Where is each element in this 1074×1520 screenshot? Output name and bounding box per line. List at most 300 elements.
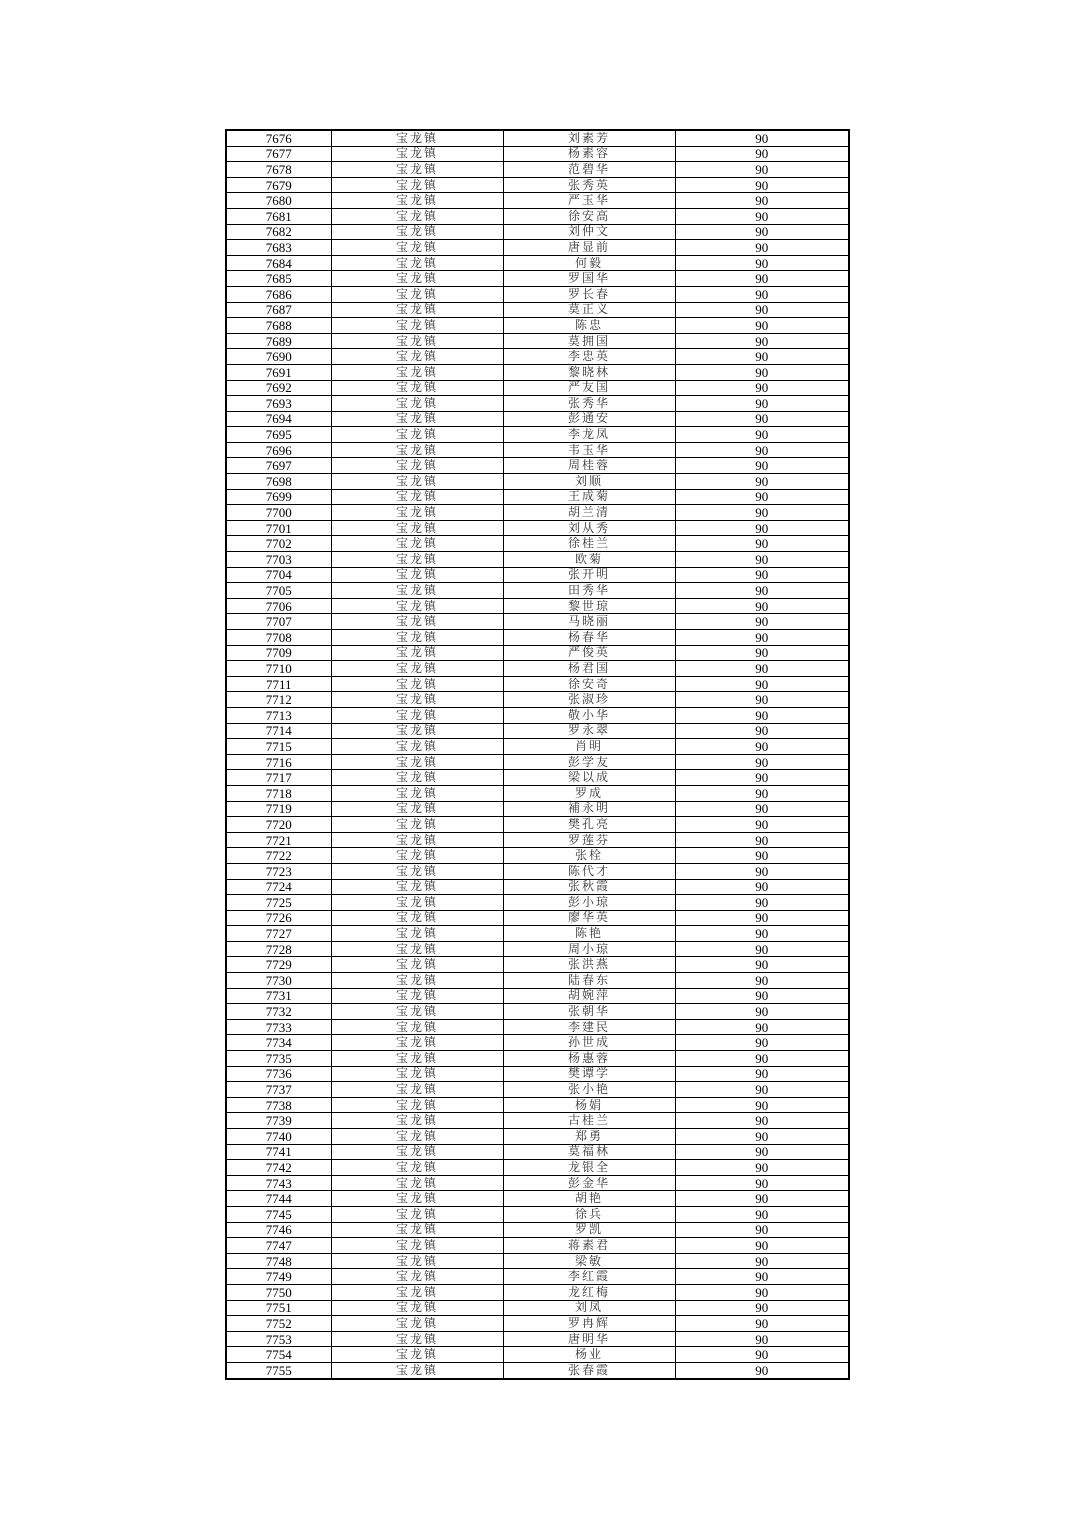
row-number-cell: 7684 [226,255,331,271]
name-cell: 何毅 [503,255,675,271]
name-cell: 马晓丽 [503,614,675,630]
town-cell: 宝龙镇 [331,1160,503,1176]
row-number-cell: 7700 [226,505,331,521]
table-row [226,1004,849,1020]
row-number-cell: 7723 [226,863,331,879]
table-row [226,505,849,521]
town-cell: 宝龙镇 [331,957,503,973]
table-row [226,1019,849,1035]
value-cell: 90 [675,1129,849,1145]
row-number-cell: 7710 [226,661,331,677]
value-cell: 90 [675,1284,849,1300]
table-row [226,1222,849,1238]
value-cell: 90 [675,973,849,989]
row-number-cell: 7685 [226,271,331,287]
row-number-cell: 7680 [226,193,331,209]
table-row [226,567,849,583]
town-cell: 宝龙镇 [331,240,503,256]
value-cell: 90 [675,1066,849,1082]
row-number-cell: 7688 [226,318,331,334]
table-row [226,520,849,536]
table-row [226,1284,849,1300]
table-row [226,552,849,568]
value-cell: 90 [675,380,849,396]
table-row [226,208,849,224]
town-cell: 宝龙镇 [331,879,503,895]
table-row [226,614,849,630]
row-number-cell: 7696 [226,442,331,458]
value-cell: 90 [675,988,849,1004]
town-cell: 宝龙镇 [331,193,503,209]
table-row [226,396,849,412]
row-number-cell: 7718 [226,785,331,801]
name-cell: 杨素容 [503,146,675,162]
row-number-cell: 7693 [226,396,331,412]
town-cell: 宝龙镇 [331,1113,503,1129]
name-cell: 田秀华 [503,583,675,599]
value-cell: 90 [675,785,849,801]
value-cell: 90 [675,396,849,412]
value-cell: 90 [675,208,849,224]
row-number-cell: 7732 [226,1004,331,1020]
table-row [226,458,849,474]
name-cell: 王成菊 [503,489,675,505]
table-row [226,583,849,599]
table-row [226,318,849,334]
town-cell: 宝龙镇 [331,707,503,723]
name-cell: 范碧华 [503,162,675,178]
town-cell: 宝龙镇 [331,1253,503,1269]
name-cell: 彭小琼 [503,895,675,911]
table-row [226,661,849,677]
town-cell: 宝龙镇 [331,130,503,146]
town-cell: 宝龙镇 [331,474,503,490]
value-cell: 90 [675,162,849,178]
table-row [226,271,849,287]
name-cell: 胡婉萍 [503,988,675,1004]
table-row [226,427,849,443]
name-cell: 肖明 [503,739,675,755]
value-cell: 90 [675,692,849,708]
table-row [226,832,849,848]
table-row [226,770,849,786]
value-cell: 90 [675,1316,849,1332]
name-cell: 陈代才 [503,863,675,879]
value-cell: 90 [675,801,849,817]
name-cell: 補永明 [503,801,675,817]
table-row [226,957,849,973]
value-cell: 90 [675,146,849,162]
value-cell: 90 [675,302,849,318]
row-number-cell: 7717 [226,770,331,786]
table-row [226,707,849,723]
row-number-cell: 7699 [226,489,331,505]
name-cell: 莫拥国 [503,333,675,349]
town-cell: 宝龙镇 [331,349,503,365]
value-cell: 90 [675,333,849,349]
row-number-cell: 7703 [226,552,331,568]
name-cell: 罗冉辉 [503,1316,675,1332]
name-cell: 严俊英 [503,645,675,661]
row-number-cell: 7713 [226,707,331,723]
value-cell: 90 [675,754,849,770]
row-number-cell: 7698 [226,474,331,490]
row-number-cell: 7744 [226,1191,331,1207]
town-cell: 宝龙镇 [331,427,503,443]
table-row [226,692,849,708]
value-cell: 90 [675,863,849,879]
name-cell: 梁以成 [503,770,675,786]
table-row [226,1144,849,1160]
table-row [226,941,849,957]
row-number-cell: 7702 [226,536,331,552]
row-number-cell: 7735 [226,1051,331,1067]
table-row [226,349,849,365]
value-cell: 90 [675,411,849,427]
town-cell: 宝龙镇 [331,630,503,646]
town-cell: 宝龙镇 [331,380,503,396]
table-row [226,162,849,178]
value-cell: 90 [675,1362,849,1378]
table-row [226,302,849,318]
name-cell: 杨业 [503,1347,675,1363]
row-number-cell: 7751 [226,1300,331,1316]
row-number-cell: 7701 [226,520,331,536]
name-cell: 胡兰清 [503,505,675,521]
value-cell: 90 [675,520,849,536]
town-cell: 宝龙镇 [331,848,503,864]
name-cell: 郑勇 [503,1129,675,1145]
town-cell: 宝龙镇 [331,941,503,957]
table-row [226,879,849,895]
value-cell: 90 [675,770,849,786]
table-row [226,817,849,833]
name-cell: 李忠英 [503,349,675,365]
row-number-cell: 7740 [226,1129,331,1145]
value-cell: 90 [675,364,849,380]
table-row [226,973,849,989]
value-cell: 90 [675,224,849,240]
table-row [226,754,849,770]
value-cell: 90 [675,723,849,739]
table-row [226,785,849,801]
table-row [226,536,849,552]
name-cell: 孙世成 [503,1035,675,1051]
town-cell: 宝龙镇 [331,910,503,926]
town-cell: 宝龙镇 [331,271,503,287]
name-cell: 罗凯 [503,1222,675,1238]
town-cell: 宝龙镇 [331,1347,503,1363]
table-row [226,926,849,942]
row-number-cell: 7712 [226,692,331,708]
name-cell: 杨惠蓉 [503,1051,675,1067]
row-number-cell: 7727 [226,926,331,942]
table-row [226,130,849,146]
town-cell: 宝龙镇 [331,801,503,817]
table-row [226,848,849,864]
value-cell: 90 [675,1019,849,1035]
name-cell: 陈艳 [503,926,675,942]
town-cell: 宝龙镇 [331,832,503,848]
table-row [226,1160,849,1176]
value-cell: 90 [675,1175,849,1191]
value-cell: 90 [675,458,849,474]
town-cell: 宝龙镇 [331,1097,503,1113]
town-cell: 宝龙镇 [331,739,503,755]
town-cell: 宝龙镇 [331,645,503,661]
name-cell: 严友国 [503,380,675,396]
name-cell: 胡艳 [503,1191,675,1207]
name-cell: 樊孔亮 [503,817,675,833]
name-cell: 廖华英 [503,910,675,926]
table-row [226,380,849,396]
table-row [226,177,849,193]
value-cell: 90 [675,427,849,443]
row-number-cell: 7691 [226,364,331,380]
value-cell: 90 [675,941,849,957]
town-cell: 宝龙镇 [331,1362,503,1378]
town-cell: 宝龙镇 [331,598,503,614]
value-cell: 90 [675,1097,849,1113]
table-row [226,255,849,271]
row-number-cell: 7692 [226,380,331,396]
name-cell: 陈忠 [503,318,675,334]
table-row [226,1175,849,1191]
name-cell: 罗莲芬 [503,832,675,848]
name-cell: 敬小华 [503,707,675,723]
town-cell: 宝龙镇 [331,1051,503,1067]
town-cell: 宝龙镇 [331,1175,503,1191]
table-row [226,630,849,646]
name-cell: 樊谭学 [503,1066,675,1082]
town-cell: 宝龙镇 [331,1066,503,1082]
row-number-cell: 7736 [226,1066,331,1082]
town-cell: 宝龙镇 [331,458,503,474]
value-cell: 90 [675,1051,849,1067]
value-cell: 90 [675,193,849,209]
value-cell: 90 [675,676,849,692]
value-cell: 90 [675,505,849,521]
name-cell: 彭金华 [503,1175,675,1191]
name-cell: 张洪燕 [503,957,675,973]
value-cell: 90 [675,286,849,302]
name-cell: 黎世琼 [503,598,675,614]
row-number-cell: 7690 [226,349,331,365]
row-number-cell: 7686 [226,286,331,302]
table-row [226,1066,849,1082]
row-number-cell: 7733 [226,1019,331,1035]
table-row [226,1331,849,1347]
name-cell: 刘顺 [503,474,675,490]
name-cell: 李龙凤 [503,427,675,443]
table-row [226,1362,849,1378]
name-cell: 唐明华 [503,1331,675,1347]
value-cell: 90 [675,848,849,864]
value-cell: 90 [675,910,849,926]
value-cell: 90 [675,1238,849,1254]
table-row [226,988,849,1004]
town-cell: 宝龙镇 [331,973,503,989]
table-row [226,739,849,755]
town-cell: 宝龙镇 [331,1269,503,1285]
row-number-cell: 7734 [226,1035,331,1051]
row-number-cell: 7737 [226,1082,331,1098]
table-row [226,1347,849,1363]
row-number-cell: 7716 [226,754,331,770]
town-cell: 宝龙镇 [331,567,503,583]
row-number-cell: 7683 [226,240,331,256]
table-row [226,1238,849,1254]
town-cell: 宝龙镇 [331,1300,503,1316]
town-cell: 宝龙镇 [331,661,503,677]
town-cell: 宝龙镇 [331,162,503,178]
table-row [226,1097,849,1113]
value-cell: 90 [675,349,849,365]
town-cell: 宝龙镇 [331,863,503,879]
town-cell: 宝龙镇 [331,146,503,162]
name-cell: 刘凤 [503,1300,675,1316]
name-cell: 徐兵 [503,1206,675,1222]
town-cell: 宝龙镇 [331,770,503,786]
name-cell: 罗永翠 [503,723,675,739]
value-cell: 90 [675,552,849,568]
table-row [226,411,849,427]
town-cell: 宝龙镇 [331,1144,503,1160]
name-cell: 张秋霞 [503,879,675,895]
town-cell: 宝龙镇 [331,255,503,271]
value-cell: 90 [675,879,849,895]
row-number-cell: 7677 [226,146,331,162]
value-cell: 90 [675,474,849,490]
name-cell: 刘从秀 [503,520,675,536]
name-cell: 张栓 [503,848,675,864]
value-cell: 90 [675,1004,849,1020]
value-cell: 90 [675,1035,849,1051]
town-cell: 宝龙镇 [331,411,503,427]
name-cell: 严玉华 [503,193,675,209]
data-table [225,129,850,1380]
row-number-cell: 7705 [226,583,331,599]
table-row [226,224,849,240]
table-row [226,723,849,739]
town-cell: 宝龙镇 [331,318,503,334]
name-cell: 蒋素君 [503,1238,675,1254]
name-cell: 刘素芳 [503,130,675,146]
name-cell: 莫福林 [503,1144,675,1160]
town-cell: 宝龙镇 [331,1082,503,1098]
row-number-cell: 7750 [226,1284,331,1300]
table-row [226,474,849,490]
table-row [226,910,849,926]
value-cell: 90 [675,957,849,973]
value-cell: 90 [675,895,849,911]
name-cell: 唐显前 [503,240,675,256]
value-cell: 90 [675,583,849,599]
town-cell: 宝龙镇 [331,208,503,224]
row-number-cell: 7681 [226,208,331,224]
name-cell: 周桂蓉 [503,458,675,474]
name-cell: 张小艳 [503,1082,675,1098]
town-cell: 宝龙镇 [331,1206,503,1222]
town-cell: 宝龙镇 [331,224,503,240]
town-cell: 宝龙镇 [331,333,503,349]
table-row [226,1300,849,1316]
name-cell: 张淑珍 [503,692,675,708]
row-number-cell: 7721 [226,832,331,848]
value-cell: 90 [675,1253,849,1269]
table-row [226,1191,849,1207]
town-cell: 宝龙镇 [331,926,503,942]
value-cell: 90 [675,630,849,646]
row-number-cell: 7745 [226,1206,331,1222]
table-row [226,442,849,458]
name-cell: 张开明 [503,567,675,583]
row-number-cell: 7682 [226,224,331,240]
town-cell: 宝龙镇 [331,177,503,193]
town-cell: 宝龙镇 [331,1316,503,1332]
row-number-cell: 7731 [226,988,331,1004]
row-number-cell: 7728 [226,941,331,957]
value-cell: 90 [675,1191,849,1207]
value-cell: 90 [675,926,849,942]
row-number-cell: 7678 [226,162,331,178]
row-number-cell: 7739 [226,1113,331,1129]
name-cell: 龙红梅 [503,1284,675,1300]
table-row [226,801,849,817]
town-cell: 宝龙镇 [331,1004,503,1020]
town-cell: 宝龙镇 [331,754,503,770]
town-cell: 宝龙镇 [331,286,503,302]
value-cell: 90 [675,739,849,755]
value-cell: 90 [675,1222,849,1238]
value-cell: 90 [675,1113,849,1129]
town-cell: 宝龙镇 [331,988,503,1004]
town-cell: 宝龙镇 [331,552,503,568]
name-cell: 徐桂兰 [503,536,675,552]
value-cell: 90 [675,598,849,614]
town-cell: 宝龙镇 [331,536,503,552]
value-cell: 90 [675,1082,849,1098]
table-row [226,598,849,614]
table-row [226,1316,849,1332]
row-number-cell: 7738 [226,1097,331,1113]
town-cell: 宝龙镇 [331,364,503,380]
row-number-cell: 7697 [226,458,331,474]
value-cell: 90 [675,489,849,505]
name-cell: 陆春东 [503,973,675,989]
row-number-cell: 7679 [226,177,331,193]
town-cell: 宝龙镇 [331,442,503,458]
value-cell: 90 [675,661,849,677]
value-cell: 90 [675,832,849,848]
value-cell: 90 [675,817,849,833]
value-cell: 90 [675,1144,849,1160]
town-cell: 宝龙镇 [331,396,503,412]
value-cell: 90 [675,177,849,193]
name-cell: 莫正义 [503,302,675,318]
value-cell: 90 [675,271,849,287]
value-cell: 90 [675,1269,849,1285]
value-cell: 90 [675,1160,849,1176]
row-number-cell: 7741 [226,1144,331,1160]
table-row [226,286,849,302]
town-cell: 宝龙镇 [331,895,503,911]
value-cell: 90 [675,1347,849,1363]
row-number-cell: 7752 [226,1316,331,1332]
row-number-cell: 7755 [226,1362,331,1378]
name-cell: 李建民 [503,1019,675,1035]
row-number-cell: 7729 [226,957,331,973]
